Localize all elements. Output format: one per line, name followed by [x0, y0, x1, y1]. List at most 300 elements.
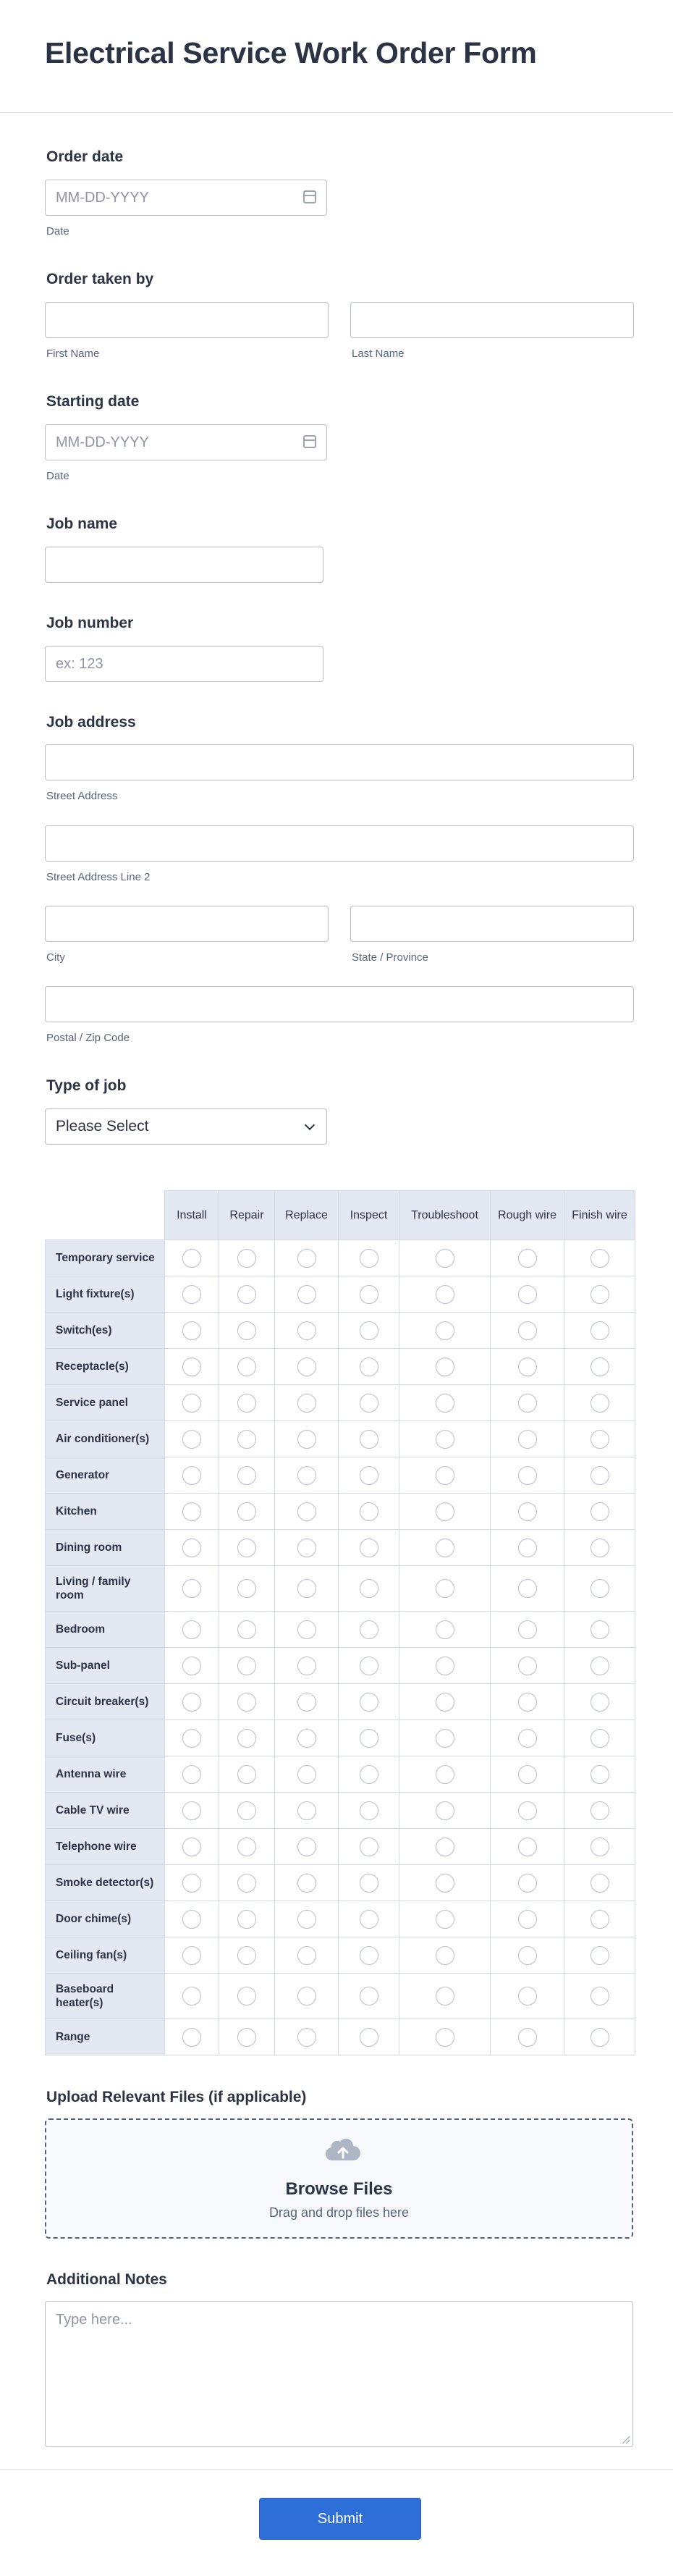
matrix-radio[interactable]: [182, 2028, 201, 2047]
matrix-radio[interactable]: [237, 1765, 256, 1784]
matrix-cell: [219, 1276, 275, 1313]
matrix-radio[interactable]: [360, 1285, 378, 1304]
matrix-radio[interactable]: [182, 1910, 201, 1929]
matrix-row-label: Cable TV wire: [46, 1793, 165, 1829]
matrix-row-label: Door chime(s): [46, 1901, 165, 1937]
matrix-radio[interactable]: [518, 1874, 537, 1893]
matrix-radio[interactable]: [297, 1801, 316, 1820]
matrix-row: [46, 1756, 635, 1793]
matrix-cell: [491, 1349, 564, 1385]
matrix-radio[interactable]: [360, 1946, 378, 1965]
matrix-radio[interactable]: [436, 1946, 454, 1965]
matrix-row: [46, 1937, 635, 1974]
matrix-radio[interactable]: [297, 1874, 316, 1893]
matrix-radio[interactable]: [237, 1358, 256, 1376]
matrix-cell: [339, 1684, 399, 1720]
matrix-radio[interactable]: [360, 1430, 378, 1449]
matrix-radio[interactable]: [237, 1874, 256, 1893]
matrix-radio[interactable]: [591, 1285, 609, 1304]
matrix-radio[interactable]: [591, 1657, 609, 1675]
matrix-radio[interactable]: [518, 1394, 537, 1413]
matrix-cell: [339, 1421, 399, 1457]
matrix-cell: [399, 1530, 491, 1566]
matrix-radio[interactable]: [360, 1539, 378, 1557]
matrix-cell: [165, 1349, 219, 1385]
matrix-cell: [219, 1901, 275, 1937]
matrix-radio[interactable]: [360, 1838, 378, 1856]
matrix-radio[interactable]: [237, 1249, 256, 1268]
matrix-row: [46, 1865, 635, 1901]
job-name-input[interactable]: [45, 547, 323, 583]
matrix-radio[interactable]: [237, 2028, 256, 2047]
matrix-radio[interactable]: [297, 1285, 316, 1304]
matrix-cell: [491, 1313, 564, 1349]
matrix-cell: [564, 1901, 635, 1937]
matrix-radio[interactable]: [436, 1321, 454, 1340]
matrix-cell: [275, 1937, 339, 1974]
matrix-row: [46, 1720, 635, 1756]
matrix-radio[interactable]: [518, 1910, 537, 1929]
matrix-cell: [491, 1720, 564, 1756]
matrix-radio[interactable]: [518, 1838, 537, 1856]
matrix-cell: [219, 1457, 275, 1494]
matrix-cell: [165, 1829, 219, 1865]
matrix-cell: [399, 2019, 491, 2055]
matrix-cell: [399, 1349, 491, 1385]
matrix-cell: [165, 1276, 219, 1313]
street-address-input[interactable]: [45, 744, 634, 780]
matrix-radio[interactable]: [436, 1394, 454, 1413]
matrix-radio[interactable]: [518, 1430, 537, 1449]
matrix-cell: [275, 1720, 339, 1756]
matrix-radio[interactable]: [360, 1987, 378, 2005]
matrix-radio[interactable]: [237, 1579, 256, 1598]
matrix-cell: [564, 2019, 635, 2055]
matrix-radio[interactable]: [237, 1657, 256, 1675]
matrix-cell: [165, 1648, 219, 1684]
matrix-cell: [399, 1494, 491, 1530]
matrix-radio[interactable]: [360, 1466, 378, 1485]
matrix-cell: [399, 1829, 491, 1865]
matrix-radio[interactable]: [237, 1693, 256, 1712]
matrix-radio[interactable]: [237, 1430, 256, 1449]
matrix-radio[interactable]: [297, 1394, 316, 1413]
matrix-cell: [165, 1974, 219, 2019]
matrix-radio[interactable]: [518, 1249, 537, 1268]
matrix-radio[interactable]: [237, 1394, 256, 1413]
matrix-cell: [219, 1349, 275, 1385]
matrix-radio[interactable]: [436, 1765, 454, 1784]
matrix-radio[interactable]: [436, 1657, 454, 1675]
matrix-row-label: Temporary service: [46, 1240, 165, 1276]
matrix-cell: [219, 1648, 275, 1684]
matrix-radio[interactable]: [591, 1502, 609, 1521]
matrix-cell: [275, 1829, 339, 1865]
browse-files-button[interactable]: Browse Files: [285, 2179, 393, 2199]
job-number-label: Job number: [46, 615, 134, 631]
matrix-radio[interactable]: [297, 1249, 316, 1268]
matrix-row: [46, 1684, 635, 1720]
matrix-radio[interactable]: [591, 1765, 609, 1784]
matrix-cell: [399, 1793, 491, 1829]
matrix-cell: [399, 1756, 491, 1793]
matrix-column-header: Install: [165, 1191, 219, 1240]
matrix-cell: [165, 1566, 219, 1612]
matrix-cell: [339, 1720, 399, 1756]
matrix-radio[interactable]: [518, 1729, 537, 1748]
matrix-radio[interactable]: [237, 1987, 256, 2005]
matrix-radio[interactable]: [518, 1801, 537, 1820]
matrix-cell: [399, 1421, 491, 1457]
matrix-radio[interactable]: [591, 1430, 609, 1449]
matrix-radio[interactable]: [297, 1693, 316, 1712]
matrix-cell: [165, 1385, 219, 1421]
matrix-radio[interactable]: [591, 1358, 609, 1376]
matrix-radio[interactable]: [182, 1539, 201, 1557]
matrix-row-label: Ceiling fan(s): [46, 1937, 165, 1974]
matrix-radio[interactable]: [360, 1765, 378, 1784]
matrix-cell: [491, 1276, 564, 1313]
matrix-radio[interactable]: [518, 1946, 537, 1965]
matrix-cell: [275, 1648, 339, 1684]
matrix-radio[interactable]: [591, 1987, 609, 2005]
matrix-cell: [491, 2019, 564, 2055]
matrix-radio[interactable]: [297, 2028, 316, 2047]
matrix-radio[interactable]: [237, 1946, 256, 1965]
matrix-cell: [339, 1612, 399, 1648]
city-input[interactable]: [45, 906, 329, 942]
matrix-radio[interactable]: [518, 1579, 537, 1598]
matrix-cell: [339, 1313, 399, 1349]
matrix-radio[interactable]: [237, 1466, 256, 1485]
matrix-row-label: Generator: [46, 1457, 165, 1494]
matrix-radio[interactable]: [518, 1765, 537, 1784]
matrix-radio[interactable]: [182, 1430, 201, 1449]
matrix-cell: [275, 1349, 339, 1385]
matrix-radio[interactable]: [237, 1838, 256, 1856]
matrix-radio[interactable]: [182, 1321, 201, 1340]
matrix-corner: [46, 1191, 165, 1240]
notes-label: Additional Notes: [46, 2271, 167, 2288]
calendar-icon[interactable]: [303, 190, 316, 203]
order-taken-by-label: Order taken by: [46, 271, 154, 287]
matrix-radio[interactable]: [436, 1910, 454, 1929]
matrix-row-label: Circuit breaker(s): [46, 1684, 165, 1720]
matrix-cell: [564, 1793, 635, 1829]
matrix-radio[interactable]: [591, 1249, 609, 1268]
matrix-cell: [275, 1901, 339, 1937]
order-date-input[interactable]: [45, 180, 327, 216]
matrix-radio[interactable]: [182, 1249, 201, 1268]
matrix-radio[interactable]: [591, 1620, 609, 1639]
matrix-radio[interactable]: [237, 1285, 256, 1304]
matrix-radio[interactable]: [237, 1910, 256, 1929]
matrix-radio[interactable]: [436, 1285, 454, 1304]
matrix-row-label: Smoke detector(s): [46, 1865, 165, 1901]
matrix-cell: [219, 1756, 275, 1793]
matrix-cell: [219, 1937, 275, 1974]
matrix-radio[interactable]: [591, 1801, 609, 1820]
matrix-cell: [165, 1793, 219, 1829]
matrix-cell: [564, 1457, 635, 1494]
matrix-radio[interactable]: [360, 1620, 378, 1639]
street-address-line2-input[interactable]: [45, 825, 634, 862]
matrix-cell: [491, 1684, 564, 1720]
matrix-cell: [564, 1974, 635, 2019]
matrix-cell: [339, 1276, 399, 1313]
matrix-cell: [165, 1240, 219, 1276]
matrix-radio[interactable]: [436, 1579, 454, 1598]
matrix-radio[interactable]: [591, 1838, 609, 1856]
matrix-row-label: Sub-panel: [46, 1648, 165, 1684]
matrix-cell: [165, 1313, 219, 1349]
form-title: Electrical Service Work Order Form: [45, 36, 537, 70]
matrix-radio[interactable]: [182, 1765, 201, 1784]
matrix-radio[interactable]: [182, 1620, 201, 1639]
matrix-radio[interactable]: [297, 1430, 316, 1449]
matrix-radio[interactable]: [436, 1430, 454, 1449]
matrix-cell: [339, 1566, 399, 1612]
matrix-radio[interactable]: [182, 1987, 201, 2005]
matrix-cell: [339, 1494, 399, 1530]
matrix-column-header: Finish wire: [564, 1191, 635, 1240]
matrix-radio[interactable]: [591, 1321, 609, 1340]
matrix-radio[interactable]: [436, 1502, 454, 1521]
matrix-radio[interactable]: [297, 1579, 316, 1598]
matrix-radio[interactable]: [182, 1874, 201, 1893]
matrix-radio[interactable]: [436, 1358, 454, 1376]
matrix-radio[interactable]: [360, 1249, 378, 1268]
matrix-cell: [564, 1385, 635, 1421]
matrix-column-header: Inspect: [339, 1191, 399, 1240]
matrix-row-label: Telephone wire: [46, 1829, 165, 1865]
starting-date-sublabel: Date: [46, 470, 69, 482]
matrix-cell: [339, 1349, 399, 1385]
matrix-cell: [339, 1530, 399, 1566]
matrix-row: [46, 1313, 635, 1349]
first-name-input[interactable]: [45, 302, 329, 338]
matrix-radio[interactable]: [237, 1539, 256, 1557]
matrix-cell: [165, 1720, 219, 1756]
matrix-radio[interactable]: [237, 1321, 256, 1340]
matrix-radio[interactable]: [297, 1358, 316, 1376]
matrix-radio[interactable]: [518, 1657, 537, 1675]
job-number-input[interactable]: [45, 646, 323, 682]
matrix-radio[interactable]: [182, 1838, 201, 1856]
matrix-cell: [219, 1865, 275, 1901]
matrix-cell: [275, 1612, 339, 1648]
matrix-radio[interactable]: [297, 1765, 316, 1784]
matrix-radio[interactable]: [182, 1693, 201, 1712]
matrix-cell: [275, 1756, 339, 1793]
matrix-radio[interactable]: [360, 1321, 378, 1340]
matrix-radio[interactable]: [591, 1579, 609, 1598]
matrix-cell: [491, 1240, 564, 1276]
matrix-radio[interactable]: [297, 1620, 316, 1639]
matrix-radio[interactable]: [182, 1466, 201, 1485]
matrix-cell: [339, 1901, 399, 1937]
last-name-input[interactable]: [350, 302, 634, 338]
matrix-radio[interactable]: [360, 1874, 378, 1893]
matrix-row: [46, 1240, 635, 1276]
matrix-radio[interactable]: [182, 1394, 201, 1413]
matrix-cell: [491, 1901, 564, 1937]
matrix-row-label: Antenna wire: [46, 1756, 165, 1793]
type-of-job-select[interactable]: [45, 1108, 327, 1145]
matrix-radio[interactable]: [518, 2028, 537, 2047]
matrix-radio[interactable]: [436, 1249, 454, 1268]
matrix-radio[interactable]: [360, 2028, 378, 2047]
matrix-radio[interactable]: [436, 1466, 454, 1485]
resize-grip-icon[interactable]: [622, 2436, 630, 2444]
matrix-cell: [219, 2019, 275, 2055]
matrix-cell: [339, 1865, 399, 1901]
matrix-row: [46, 1385, 635, 1421]
matrix-radio[interactable]: [182, 1358, 201, 1376]
matrix-cell: [275, 1865, 339, 1901]
matrix-row: [46, 1494, 635, 1530]
matrix-radio[interactable]: [518, 1358, 537, 1376]
matrix-radio[interactable]: [360, 1910, 378, 1929]
matrix-radio[interactable]: [297, 1729, 316, 1748]
matrix-radio[interactable]: [436, 2028, 454, 2047]
matrix-radio[interactable]: [297, 1502, 316, 1521]
matrix-radio[interactable]: [360, 1693, 378, 1712]
postal-code-input[interactable]: [45, 986, 634, 1022]
matrix-radio[interactable]: [297, 1838, 316, 1856]
matrix-row-label: Light fixture(s): [46, 1276, 165, 1313]
matrix-radio[interactable]: [297, 1539, 316, 1557]
starting-date-input[interactable]: [45, 424, 327, 460]
matrix-radio[interactable]: [360, 1358, 378, 1376]
matrix-radio[interactable]: [518, 1466, 537, 1485]
matrix-cell: [275, 2019, 339, 2055]
matrix-cell: [399, 1901, 491, 1937]
matrix-radio[interactable]: [237, 1729, 256, 1748]
matrix-radio[interactable]: [182, 1502, 201, 1521]
matrix-row: [46, 1901, 635, 1937]
matrix-row: [46, 1530, 635, 1566]
matrix-row: [46, 1276, 635, 1313]
matrix-radio[interactable]: [297, 1910, 316, 1929]
matrix-radio[interactable]: [237, 1801, 256, 1820]
matrix-radio[interactable]: [360, 1801, 378, 1820]
matrix-radio[interactable]: [436, 1801, 454, 1820]
matrix-radio[interactable]: [237, 1502, 256, 1521]
calendar-icon[interactable]: [303, 435, 316, 448]
matrix-radio[interactable]: [436, 1838, 454, 1856]
matrix-cell: [564, 1684, 635, 1720]
matrix-cell: [339, 2019, 399, 2055]
matrix-radio[interactable]: [297, 1321, 316, 1340]
matrix-cell: [491, 1385, 564, 1421]
matrix-cell: [219, 1530, 275, 1566]
matrix-cell: [339, 1937, 399, 1974]
notes-textarea[interactable]: [45, 2301, 633, 2447]
matrix-cell: [339, 1240, 399, 1276]
matrix-radio[interactable]: [297, 1946, 316, 1965]
matrix-radio[interactable]: [436, 1620, 454, 1639]
matrix-cell: [399, 1240, 491, 1276]
matrix-cell: [491, 1793, 564, 1829]
matrix-radio[interactable]: [182, 1729, 201, 1748]
job-matrix: [45, 1190, 635, 2055]
matrix-radio[interactable]: [591, 1539, 609, 1557]
matrix-row-label: Range: [46, 2019, 165, 2055]
order-date-label: Order date: [46, 148, 124, 165]
matrix-radio[interactable]: [237, 1620, 256, 1639]
matrix-radio[interactable]: [436, 1987, 454, 2005]
matrix-cell: [219, 1612, 275, 1648]
matrix-cell: [491, 1530, 564, 1566]
drag-drop-hint: Drag and drop files here: [268, 2205, 410, 2220]
matrix-radio[interactable]: [436, 1874, 454, 1893]
matrix-radio[interactable]: [518, 1987, 537, 2005]
matrix-radio[interactable]: [518, 1321, 537, 1340]
matrix-radio[interactable]: [360, 1657, 378, 1675]
matrix-cell: [165, 1865, 219, 1901]
matrix-radio[interactable]: [591, 1729, 609, 1748]
matrix-radio[interactable]: [360, 1729, 378, 1748]
matrix-radio[interactable]: [518, 1285, 537, 1304]
matrix-row-label: Air conditioner(s): [46, 1421, 165, 1457]
matrix-radio[interactable]: [360, 1502, 378, 1521]
matrix-radio[interactable]: [591, 1394, 609, 1413]
matrix-radio[interactable]: [182, 1657, 201, 1675]
matrix-row-label: Kitchen: [46, 1494, 165, 1530]
matrix-radio[interactable]: [436, 1693, 454, 1712]
matrix-radio[interactable]: [591, 1466, 609, 1485]
matrix-radio[interactable]: [591, 1693, 609, 1712]
matrix-cell: [491, 1865, 564, 1901]
matrix-radio[interactable]: [436, 1729, 454, 1748]
matrix-cell: [399, 1937, 491, 1974]
matrix-radio[interactable]: [436, 1539, 454, 1557]
matrix-cell: [165, 1530, 219, 1566]
matrix-radio[interactable]: [360, 1579, 378, 1598]
file-upload-dropzone[interactable]: [45, 2118, 633, 2239]
city-sublabel: City: [46, 951, 65, 964]
footer-divider: [0, 2469, 673, 2470]
matrix-radio[interactable]: [182, 1801, 201, 1820]
matrix-radio[interactable]: [182, 1946, 201, 1965]
street-address-sublabel: Street Address: [46, 790, 118, 802]
matrix-radio[interactable]: [591, 2028, 609, 2047]
matrix-radio[interactable]: [182, 1579, 201, 1598]
matrix-cell: [339, 1648, 399, 1684]
matrix-radio[interactable]: [591, 1946, 609, 1965]
submit-button[interactable]: Submit: [259, 2498, 421, 2540]
matrix-radio[interactable]: [182, 1285, 201, 1304]
matrix-radio[interactable]: [297, 1657, 316, 1675]
matrix-radio[interactable]: [518, 1620, 537, 1639]
matrix-radio[interactable]: [591, 1874, 609, 1893]
matrix-radio[interactable]: [297, 1987, 316, 2005]
matrix-radio[interactable]: [518, 1502, 537, 1521]
matrix-cell: [165, 1494, 219, 1530]
matrix-cell: [399, 1612, 491, 1648]
state-input[interactable]: [350, 906, 634, 942]
first-name-sublabel: First Name: [46, 348, 100, 360]
matrix-radio[interactable]: [297, 1466, 316, 1485]
matrix-radio[interactable]: [591, 1910, 609, 1929]
matrix-radio[interactable]: [518, 1693, 537, 1712]
matrix-radio[interactable]: [518, 1539, 537, 1557]
matrix-radio[interactable]: [360, 1394, 378, 1413]
matrix-row-label: Receptacle(s): [46, 1349, 165, 1385]
matrix-cell: [491, 1974, 564, 2019]
matrix-cell: [491, 1494, 564, 1530]
